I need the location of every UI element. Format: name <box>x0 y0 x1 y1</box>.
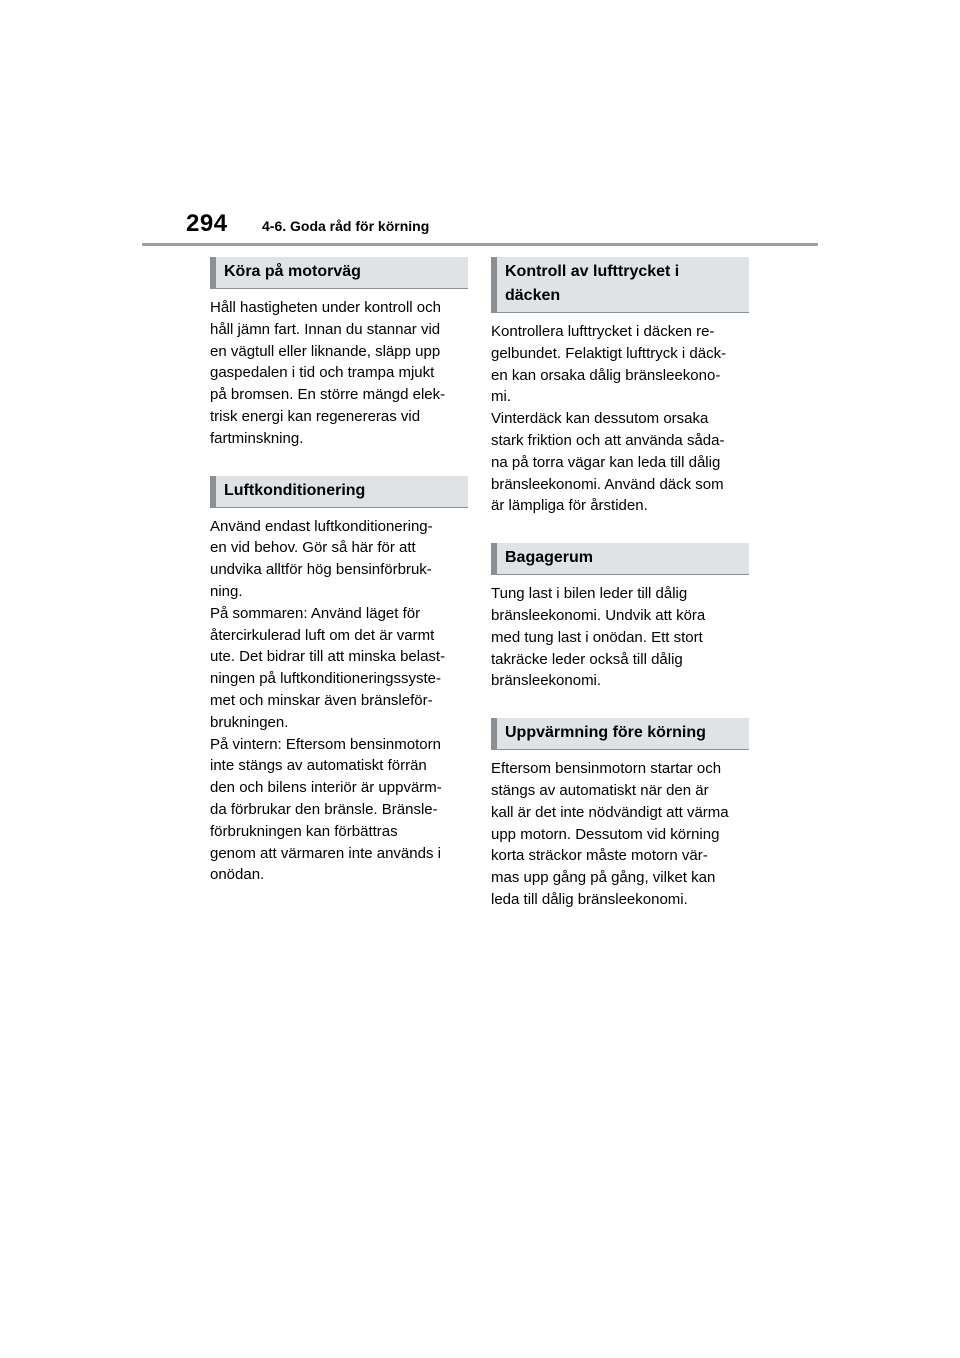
section-warm-up <box>491 718 749 911</box>
section-body: Tung last i bilen leder till dålig bränsleekonomi. Undvik att köra med tung last i onödan. Ett stort takräcke leder också till dålig bränsleekonomi. <box>491 585 706 690</box>
section-heading: Köra på motorväg <box>210 257 468 289</box>
section-body: Kontrollera lufttrycket i däcken re- gelbundet. Felaktigt lufttryck i däck- en kan orsaka dålig bränsleekono- mi. Vinterdäck kan dessutom orsaka stark friktion och att använda såda- na på torra vägar kan leda till dålig bränsleekonomi. Använd däck som är lämpliga för årstiden. <box>491 323 727 515</box>
section-heading: Bagagerum <box>491 543 749 575</box>
section-air-conditioning <box>210 476 468 887</box>
section-tyre-pressure <box>491 257 749 517</box>
section-heading: Luftkonditionering <box>210 476 468 508</box>
header-rule <box>142 243 818 246</box>
chapter-title: 4-6. Goda råd för körning <box>262 218 430 234</box>
section-heading: Uppvärmning före körning <box>491 718 749 750</box>
section-motorway <box>210 257 468 450</box>
right-column <box>491 257 749 911</box>
section-heading: Kontroll av lufttrycket i däcken <box>491 257 749 313</box>
section-body: Håll hastigheten under kontroll och håll jämn fart. Innan du stannar vid en vägtull eller liknande, släpp upp gaspedalen i tid och trampa mjukt på bromsen. En större mängd elek- trisk energi kan regenereras vid fartminskning. <box>210 299 446 447</box>
section-body: Eftersom bensinmotorn startar och stängs av automatiskt när den är kall är det inte nödvändigt att värma upp motorn. Dessutom vid körning korta sträckor måste motorn vär- mas upp gång på gång, vilket kan leda till dålig bränsleekonomi. <box>491 760 729 908</box>
section-body: Använd endast luftkonditionering- en vid behov. Gör så här för att undvika alltför hög bensinförbruk- ning. På sommaren: Använd läget för återcirkulerad luft om det är varmt ute. Det bidrar till att minska belast- ningen på luftkonditioneringssyste- met och minskar även bränsleför- brukningen. På vintern: Eftersom bensinmotorn inte stängs av automatiskt förrän den och bilens interiör är uppvärm- da förbrukar den bränsle. Bränsle- förbrukningen kan förbättras genom att värmaren inte används i onödan. <box>210 517 446 884</box>
left-column <box>210 257 468 886</box>
page-number: 294 <box>186 210 228 237</box>
section-luggage <box>491 543 749 692</box>
